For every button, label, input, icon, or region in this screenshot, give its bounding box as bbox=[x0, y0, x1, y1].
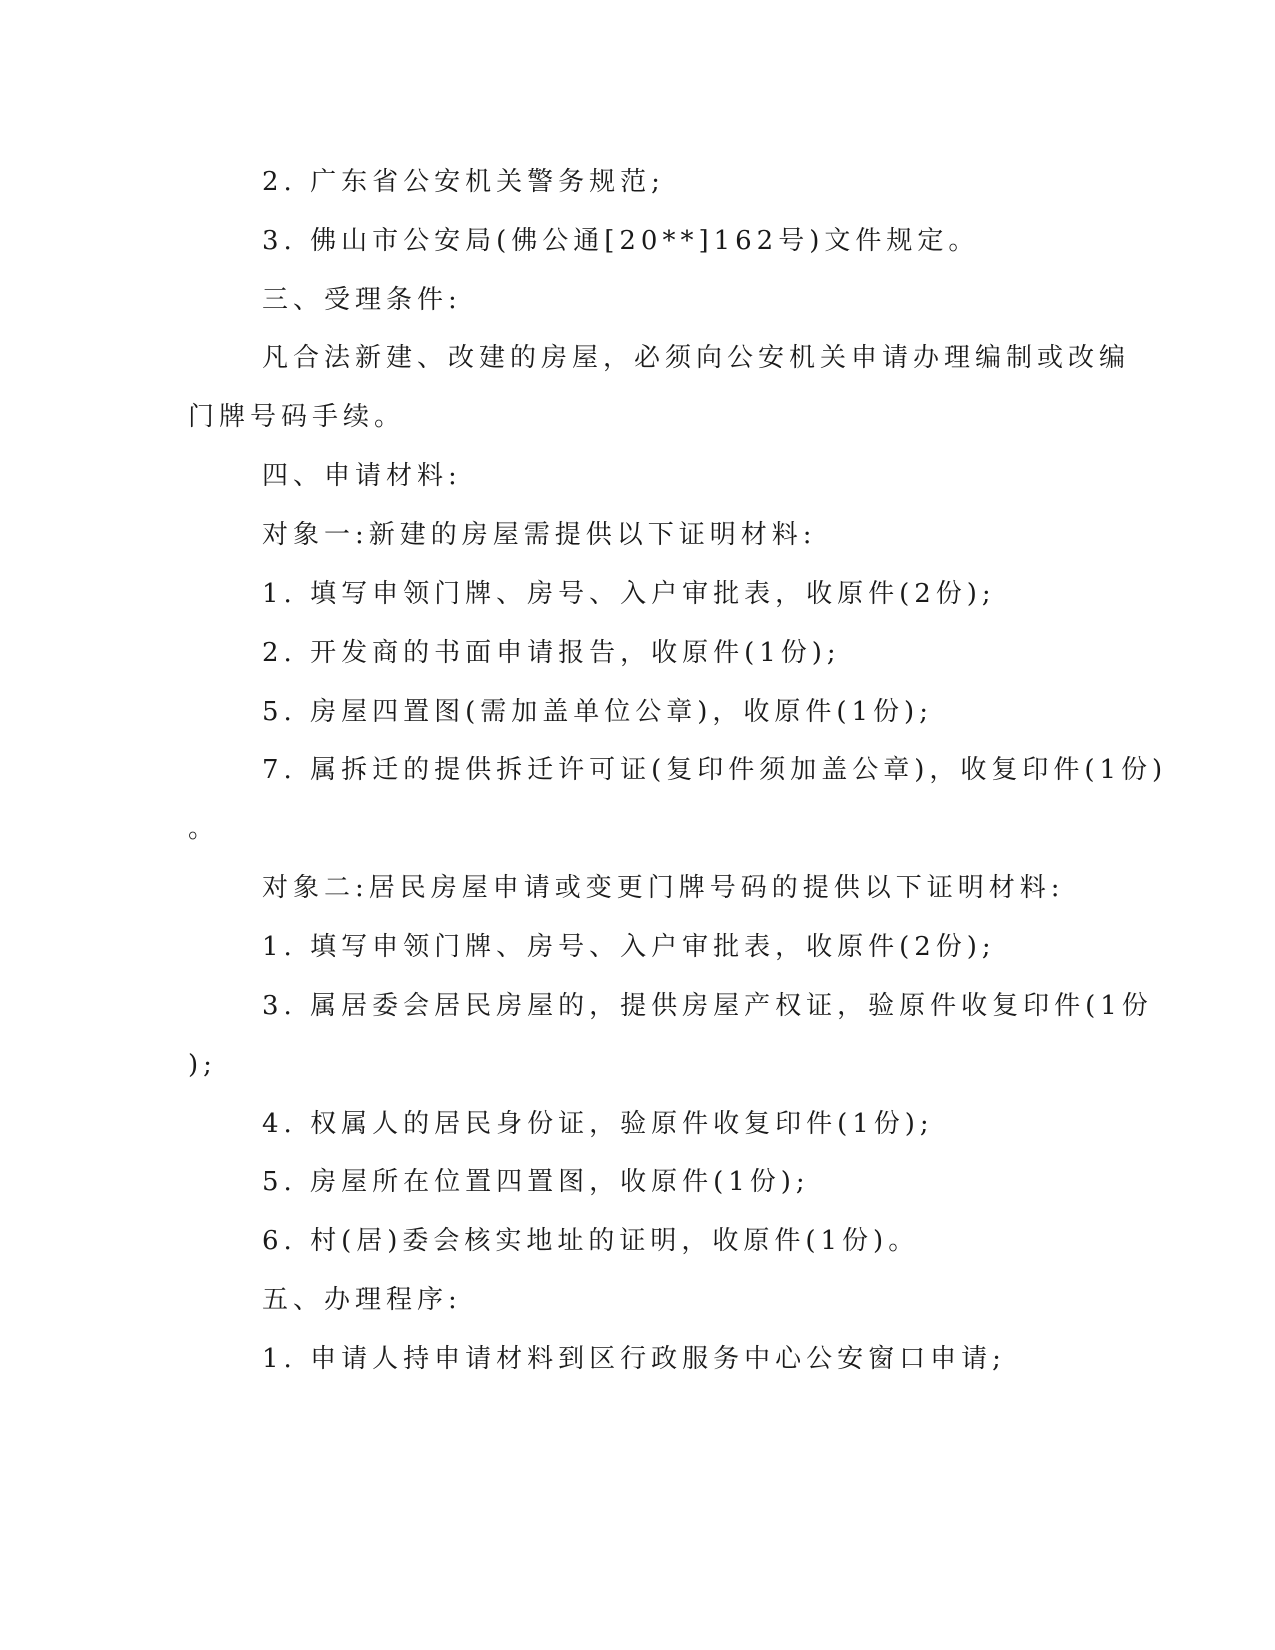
section-heading-application-materials: 四、申请材料: bbox=[262, 461, 462, 491]
object-one-item-5: 5. 房屋四置图(需加盖单位公章)，收原件(1份); bbox=[262, 697, 933, 727]
object-two-item-3: 3. 属居委会居民房屋的，提供房屋产权证，验原件收复印件(1份 bbox=[262, 991, 1153, 1021]
object-one-item-7: 7. 属拆迁的提供拆迁许可证(复印件须加盖公章)，收复印件(1份) bbox=[262, 755, 1168, 785]
object-two-item-3-continued: ); bbox=[188, 1050, 217, 1080]
object-two-item-6: 6. 村(居)委会核实地址的证明，收原件(1份)。 bbox=[262, 1226, 920, 1256]
regulation-item-3: 3. 佛山市公安局(佛公通[20**]162号)文件规定。 bbox=[262, 226, 980, 256]
procedure-item-1: 1. 申请人持申请材料到区行政服务中心公安窗口申请; bbox=[262, 1344, 1006, 1374]
object-two-item-1: 1. 填写申领门牌、房号、入户审批表，收原件(2份); bbox=[262, 932, 996, 962]
object-one-item-7-continued: 。 bbox=[188, 814, 220, 844]
paragraph-acceptance-text: 凡合法新建、改建的房屋，必须向公安机关申请办理编制或改编 bbox=[262, 343, 1131, 373]
object-one-item-2: 2. 开发商的书面申请报告，收原件(1份); bbox=[262, 638, 841, 668]
section-heading-procedure: 五、办理程序: bbox=[262, 1285, 462, 1315]
regulation-item-2: 2. 广东省公安机关警务规范; bbox=[262, 167, 665, 197]
object-two-item-4: 4. 权属人的居民身份证，验原件收复印件(1份); bbox=[262, 1109, 934, 1139]
object-one-item-1: 1. 填写申领门牌、房号、入户审批表，收原件(2份); bbox=[262, 579, 996, 609]
subheading-object-one: 对象一:新建的房屋需提供以下证明材料: bbox=[262, 520, 817, 550]
subheading-object-two: 对象二:居民房屋申请或变更门牌号码的提供以下证明材料: bbox=[262, 873, 1065, 903]
section-heading-acceptance-conditions: 三、受理条件: bbox=[262, 285, 462, 315]
object-two-item-5: 5. 房屋所在位置四置图，收原件(1份); bbox=[262, 1167, 810, 1197]
paragraph-acceptance-text-continued: 门牌号码手续。 bbox=[188, 402, 406, 432]
